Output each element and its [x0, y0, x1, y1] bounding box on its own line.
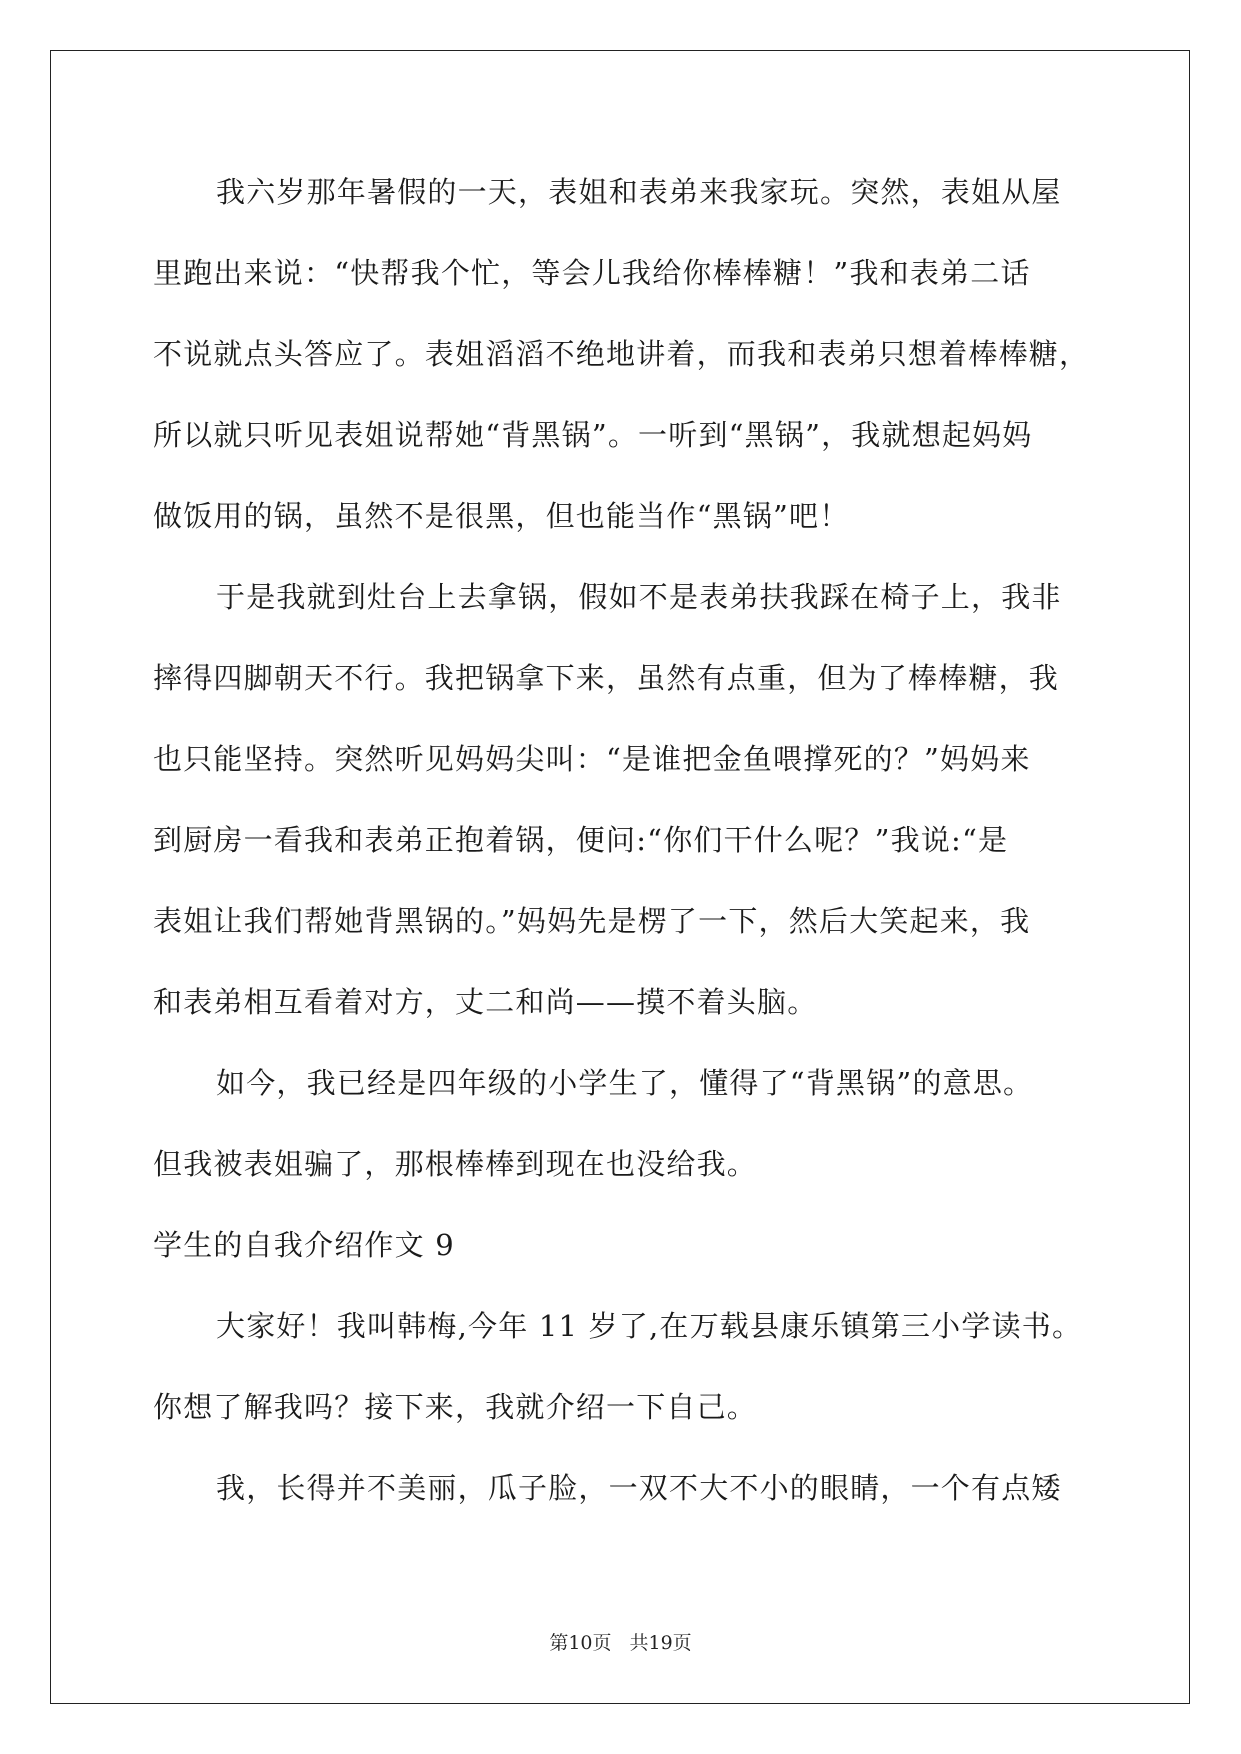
text-line: 表姐让我们帮她背黑锅的。”妈妈先是楞了一下，然后大笑起来，我: [153, 904, 1031, 938]
text-line: 我，长得并不美丽，瓜子脸，一双不大不小的眼睛，一个有点矮: [216, 1471, 1062, 1505]
text-line: 摔得四脚朝天不行。我把锅拿下来，虽然有点重，但为了棒棒糖，我: [153, 661, 1060, 695]
text-line: 如今，我已经是四年级的小学生了，懂得了“背黑锅”的意思。: [216, 1066, 1034, 1100]
text-line: 做饭用的锅，虽然不是很黑，但也能当作“黑锅”吧！: [153, 499, 850, 533]
text-line: 但我被表姐骗了，那根棒棒到现在也没给我。: [153, 1147, 758, 1181]
text-line: 不说就点头答应了。表姐滔滔不绝地讲着，而我和表弟只想着棒棒糖，: [153, 337, 1090, 371]
text-line: 大家好！我叫韩梅,今年 11 岁了,在万载县康乐镇第三小学读书。: [216, 1309, 1083, 1343]
document-body: [153, 162, 1093, 1539]
text-line: 到厨房一看我和表弟正抱着锅，便问:“你们干什么呢？”我说:“是: [153, 823, 1009, 857]
text-line: 也只能坚持。突然听见妈妈尖叫：“是谁把金鱼喂撑死的？”妈妈来: [153, 742, 1031, 776]
text-line: 你想了解我吗？接下来，我就介绍一下自己。: [153, 1390, 758, 1424]
text-line: 里跑出来说：“快帮我个忙，等会儿我给你棒棒糖！”我和表弟二话: [153, 256, 1031, 290]
text-line: 我六岁那年暑假的一天，表姐和表弟来我家玩。突然，表姐从屋: [216, 175, 1062, 209]
section-heading: 学生的自我介绍作文 9: [153, 1228, 455, 1262]
page-number-current: 第10页: [549, 1632, 612, 1654]
text-line: 所以就只听见表姐说帮她“背黑锅”。一听到“黑锅”，我就想起妈妈: [153, 418, 1033, 452]
text-line: 于是我就到灶台上去拿锅，假如不是表弟扶我踩在椅子上，我非: [216, 580, 1062, 614]
page-number-total: 共19页: [629, 1632, 692, 1654]
text-line: 和表弟相互看着对方，丈二和尚——摸不着头脑。: [153, 985, 818, 1019]
page-footer: [0, 1628, 1241, 1655]
